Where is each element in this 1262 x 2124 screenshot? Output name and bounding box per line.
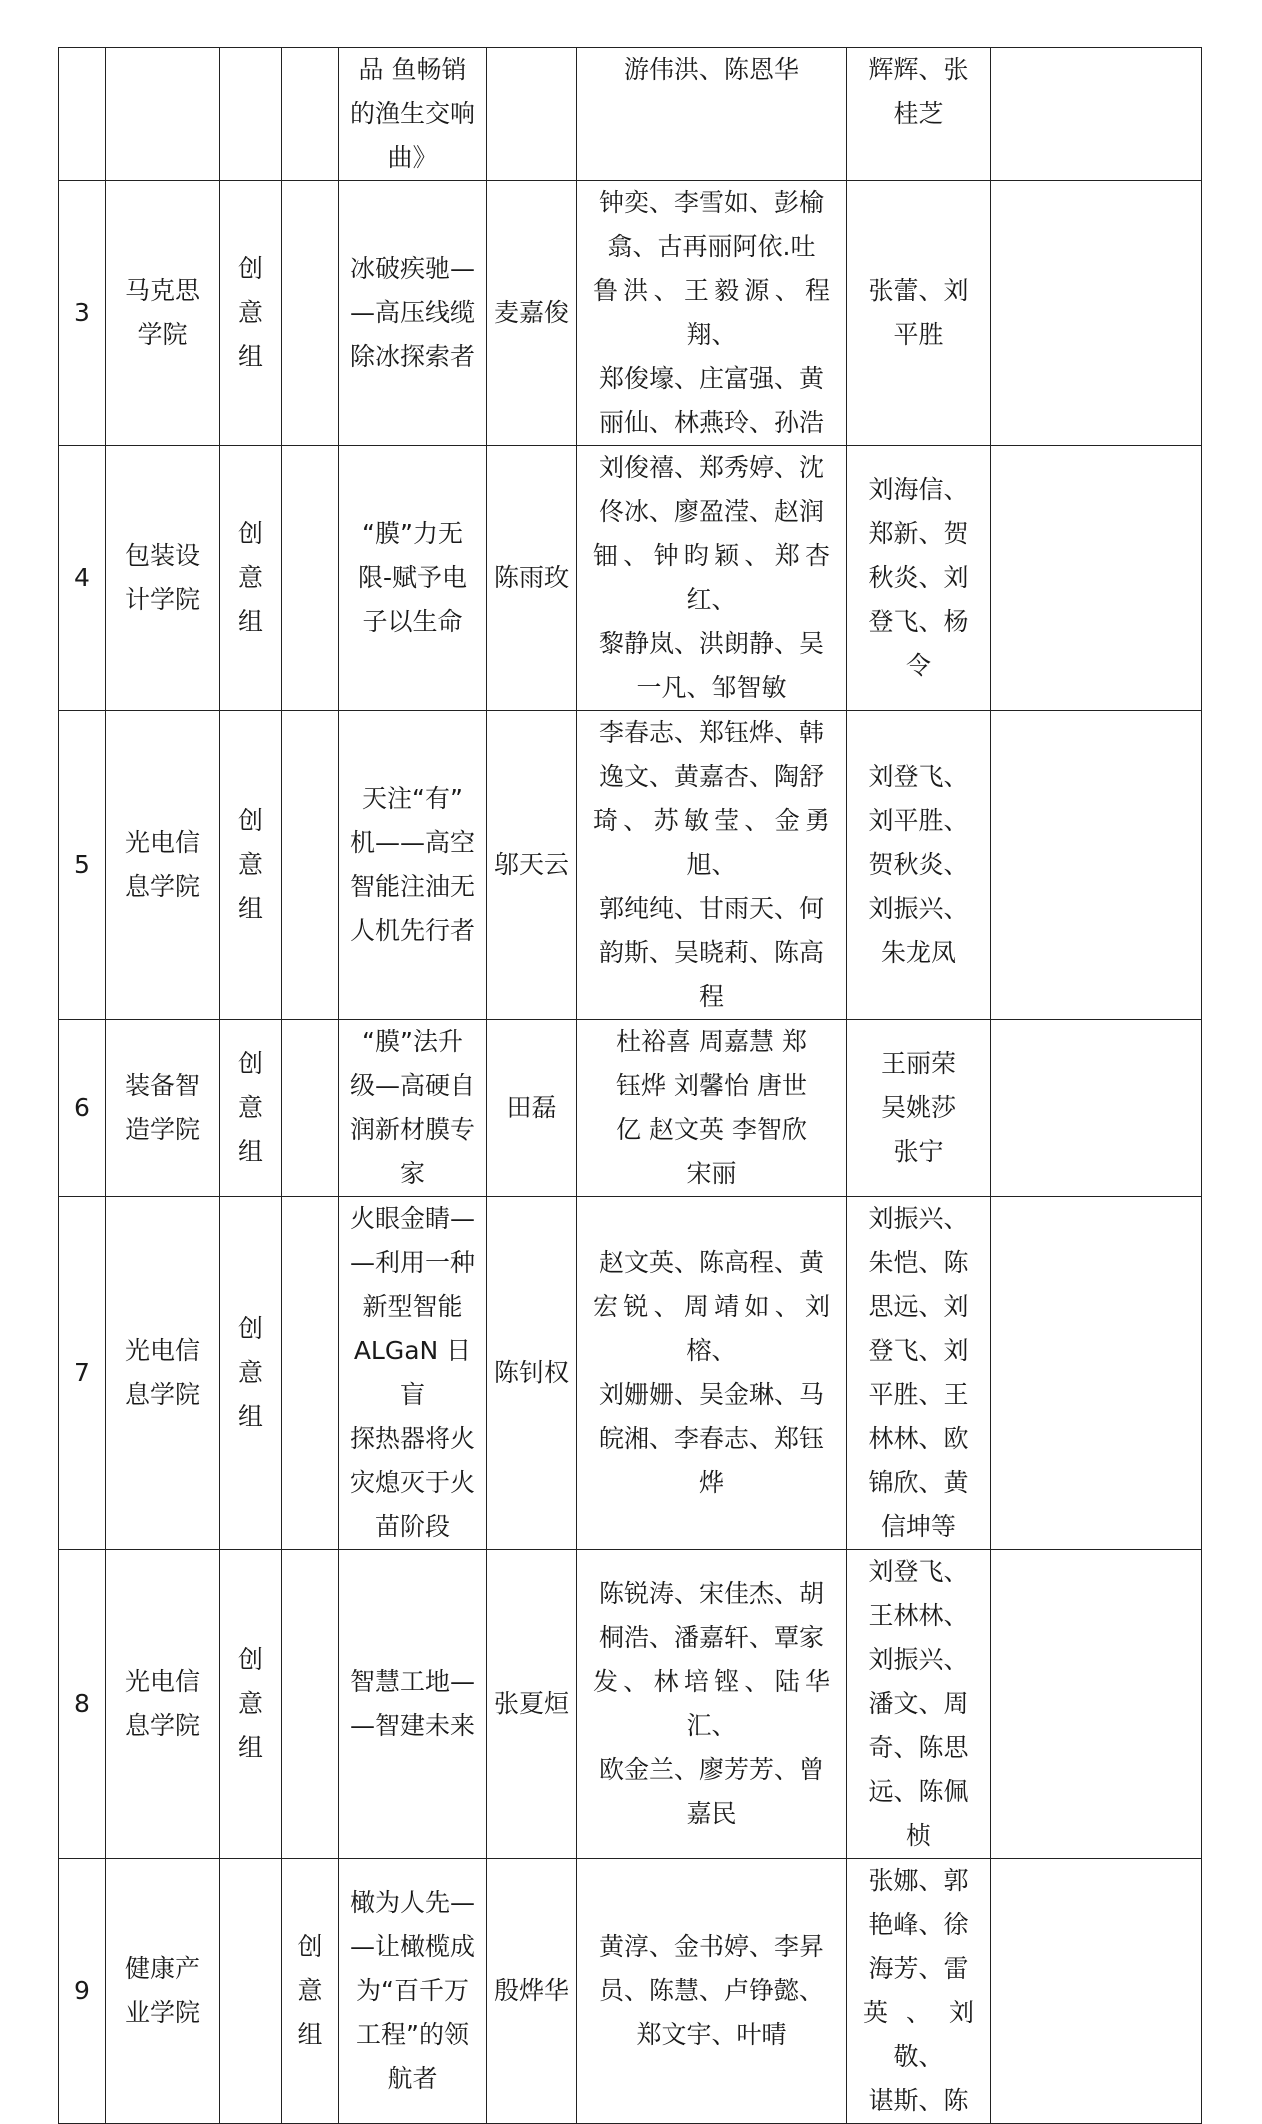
cell-line: 家	[399, 1159, 425, 1188]
cell-no: 3	[59, 181, 106, 446]
cell-no	[59, 48, 106, 181]
cell-project	[339, 1859, 487, 2124]
cell-line: 火眼金睛—	[349, 1204, 475, 1233]
cell-group-b	[282, 48, 339, 181]
cell-line: 灾熄灭于火	[349, 1468, 475, 1497]
cell-line: 朱龙凤	[880, 938, 956, 967]
cell-line: 探热器将火	[349, 1424, 475, 1453]
cell-line: 游伟洪、陈恩华	[623, 55, 799, 84]
cell-line: 人机先行者	[349, 916, 475, 945]
cell-line: 林林、欧	[868, 1424, 969, 1453]
cell-members	[577, 1020, 847, 1197]
cell-line: 逸文、黄嘉杏、陶舒	[598, 762, 824, 791]
cell-line: 曲》	[387, 143, 438, 172]
cell-line: 英、刘敬、	[863, 1998, 974, 2071]
table-row	[59, 181, 1202, 446]
cell-line: 鲁洪、王毅源、程翔、	[593, 276, 830, 349]
cell-line: 刘振兴、	[868, 1204, 969, 1233]
cell-line: 丽仙、林燕玲、孙浩	[598, 408, 824, 437]
cell-empty	[991, 1550, 1202, 1859]
award-table	[58, 47, 1202, 2124]
cell-line: 宋丽	[686, 1159, 737, 1188]
cell-line: “膜”法升	[362, 1027, 463, 1056]
cell-line: 张蕾、刘	[868, 276, 969, 305]
cell-line: 造学院	[124, 1115, 200, 1144]
cell-advisors	[847, 1550, 991, 1859]
cell-no: 4	[59, 446, 106, 711]
cell-college	[106, 711, 220, 1020]
cell-group-b	[282, 711, 339, 1020]
cell-line: 组	[237, 1733, 263, 1762]
cell-line: 组	[237, 1137, 263, 1166]
cell-line: 组	[297, 2020, 323, 2049]
cell-line: 刘海信、	[868, 475, 969, 504]
cell-line: 烨	[698, 1468, 724, 1497]
table-row	[59, 1020, 1202, 1197]
cell-advisors	[847, 1859, 991, 2124]
cell-college	[106, 1020, 220, 1197]
cell-line: 吴姚莎	[880, 1093, 956, 1122]
cell-line: 创	[237, 254, 263, 283]
cell-line: 黄淳、金书婷、李昇	[598, 1932, 824, 1961]
cell-line: 意	[297, 1976, 323, 2005]
cell-group-a	[220, 181, 282, 446]
cell-line: 智能注油无	[349, 872, 475, 901]
cell-group-a	[220, 1859, 282, 2124]
cell-line: 黎静岚、洪朗静、吴	[598, 629, 824, 658]
cell-line: 意	[237, 1093, 263, 1122]
cell-group-a	[220, 711, 282, 1020]
cell-line: 创	[237, 519, 263, 548]
cell-line: 钰烨 刘馨怡 唐世	[616, 1071, 807, 1100]
cell-line: 思远、刘	[868, 1292, 969, 1321]
cell-line: 苗阶段	[374, 1512, 450, 1541]
cell-line: —让橄榄成	[349, 1932, 475, 1961]
cell-line: 桐浩、潘嘉轩、覃家	[598, 1623, 824, 1652]
cell-line: 钟奕、李雪如、彭榆	[598, 188, 824, 217]
cell-line: 登飞、杨	[868, 607, 969, 636]
cell-line: 工程”的领	[356, 2020, 469, 2049]
table-row	[59, 48, 1202, 181]
cell-line: 业学院	[124, 1998, 200, 2027]
table-row	[59, 1859, 1202, 2124]
cell-line: 息学院	[124, 1380, 200, 1409]
cell-line: 宏锐、周靖如、刘榕、	[593, 1292, 830, 1365]
cell-members	[577, 711, 847, 1020]
cell-line: 健康产	[124, 1954, 200, 1983]
cell-line: 平胜、王	[868, 1380, 969, 1409]
cell-college	[106, 446, 220, 711]
cell-line: 为“百千万	[356, 1976, 469, 2005]
cell-project	[339, 1550, 487, 1859]
cell-project	[339, 48, 487, 181]
cell-line: 光电信	[124, 1336, 200, 1365]
cell-line: 装备智	[124, 1071, 200, 1100]
cell-line: 意	[237, 298, 263, 327]
cell-line: 登飞、刘	[868, 1336, 969, 1365]
cell-line: 令	[905, 651, 931, 680]
cell-line: ALGaN 日盲	[353, 1336, 472, 1409]
cell-line: 刘平胜、	[868, 806, 969, 835]
cell-line: 皖湘、李春志、郑钰	[598, 1424, 824, 1453]
cell-line: 谌斯、陈	[868, 2086, 969, 2115]
cell-advisors	[847, 711, 991, 1020]
cell-line: 刘振兴、	[868, 894, 969, 923]
cell-line: 艳峰、徐	[868, 1910, 969, 1939]
cell-line: 桂芝	[893, 99, 944, 128]
cell-line: 意	[237, 850, 263, 879]
cell-line: 张娜、郭	[868, 1866, 969, 1895]
cell-line: 郭纯纯、甘雨天、何	[598, 894, 824, 923]
cell-group-a	[220, 1550, 282, 1859]
cell-college	[106, 48, 220, 181]
cell-line: 意	[237, 1358, 263, 1387]
table-row	[59, 1550, 1202, 1859]
cell-project	[339, 1197, 487, 1550]
cell-line: 光电信	[124, 828, 200, 857]
cell-line: 亿 赵文英 李智欣	[616, 1115, 807, 1144]
cell-line: 组	[237, 342, 263, 371]
cell-line: 创	[237, 1049, 263, 1078]
cell-college	[106, 1859, 220, 2124]
table-row	[59, 1197, 1202, 1550]
cell-line: 计学院	[124, 585, 200, 614]
cell-project	[339, 446, 487, 711]
cell-line: 创	[237, 1314, 263, 1343]
cell-empty	[991, 48, 1202, 181]
cell-line: 桢	[905, 1821, 931, 1850]
table-row	[59, 711, 1202, 1020]
cell-line: 李春志、郑钰烨、韩	[598, 718, 824, 747]
cell-line: 辉辉、张	[868, 55, 969, 84]
cell-members	[577, 1197, 847, 1550]
cell-line: 创	[237, 1645, 263, 1674]
cell-group-a	[220, 48, 282, 181]
cell-members	[577, 48, 847, 181]
cell-leader: 张夏烜	[487, 1550, 577, 1859]
cell-group-a	[220, 1020, 282, 1197]
cell-line: 限-赋予电	[357, 563, 468, 592]
cell-empty	[991, 1020, 1202, 1197]
cell-group-b	[282, 1859, 339, 2124]
cell-line: 佟冰、廖盈滢、赵润	[598, 497, 824, 526]
cell-line: 刘登飞、	[868, 762, 969, 791]
cell-line: 组	[237, 1402, 263, 1431]
cell-group-b	[282, 446, 339, 711]
cell-empty	[991, 181, 1202, 446]
cell-line: 翕、古再丽阿依.吐	[607, 232, 816, 261]
cell-line: 组	[237, 894, 263, 923]
cell-line: 琦、苏敏莹、金勇旭、	[593, 806, 830, 879]
cell-line: 学院	[137, 320, 188, 349]
cell-line: 王林林、	[868, 1601, 969, 1630]
cell-leader: 陈雨玫	[487, 446, 577, 711]
table-row	[59, 446, 1202, 711]
cell-line: 嘉民	[686, 1799, 737, 1828]
cell-line: 锦欣、黄	[868, 1468, 969, 1497]
cell-line: 朱恺、陈	[868, 1248, 969, 1277]
cell-group-b	[282, 1020, 339, 1197]
cell-line: 员、陈慧、卢铮懿、	[598, 1976, 824, 2005]
cell-line: 郑俊壕、庄富强、黄	[598, 364, 824, 393]
cell-line: 潘文、周	[868, 1689, 969, 1718]
cell-no: 5	[59, 711, 106, 1020]
cell-line: —智建未来	[349, 1711, 475, 1740]
cell-line: 平胜	[893, 320, 944, 349]
cell-line: 冰破疾驰—	[349, 254, 475, 283]
cell-line: 橄为人先—	[349, 1888, 475, 1917]
cell-line: 创	[297, 1932, 323, 1961]
cell-leader: 麦嘉俊	[487, 181, 577, 446]
cell-line: 程	[698, 982, 724, 1011]
cell-project	[339, 1020, 487, 1197]
cell-line: 级—高硬自	[349, 1071, 475, 1100]
cell-line: —利用一种	[349, 1248, 475, 1277]
cell-empty	[991, 1859, 1202, 2124]
cell-line: 机——高空	[349, 828, 475, 857]
cell-line: 子以生命	[362, 607, 463, 636]
cell-line: 包装设	[124, 541, 200, 570]
cell-line: 海芳、雷	[868, 1954, 969, 1983]
cell-line: 信坤等	[880, 1512, 956, 1541]
cell-line: 奇、陈思	[868, 1733, 969, 1762]
cell-line: 刘振兴、	[868, 1645, 969, 1674]
cell-line: 一凡、邹智敏	[636, 673, 787, 702]
cell-leader: 陈钊权	[487, 1197, 577, 1550]
cell-line: 除冰探索者	[349, 342, 475, 371]
cell-project	[339, 181, 487, 446]
cell-line: 韵斯、吴晓莉、陈高	[598, 938, 824, 967]
cell-line: 创	[237, 806, 263, 835]
cell-line: 远、陈佩	[868, 1777, 969, 1806]
table-body	[59, 48, 1202, 2124]
cell-line: 品 鱼畅销	[358, 55, 467, 84]
cell-line: —高压线缆	[349, 298, 475, 327]
cell-line: 杜裕喜 周嘉慧 郑	[616, 1027, 807, 1056]
cell-advisors	[847, 48, 991, 181]
cell-line: 组	[237, 607, 263, 636]
cell-no: 6	[59, 1020, 106, 1197]
cell-empty	[991, 711, 1202, 1020]
cell-line: 航者	[387, 2064, 438, 2093]
cell-no: 8	[59, 1550, 106, 1859]
cell-line: 秋炎、刘	[868, 563, 969, 592]
cell-line: 的渔生交响	[349, 99, 475, 128]
cell-leader: 邬天云	[487, 711, 577, 1020]
cell-line: 智慧工地—	[349, 1667, 475, 1696]
cell-line: 张宁	[893, 1137, 944, 1166]
cell-line: 润新材膜专	[349, 1115, 475, 1144]
cell-advisors	[847, 181, 991, 446]
cell-line: 赵文英、陈高程、黄	[598, 1248, 824, 1277]
cell-line: 光电信	[124, 1667, 200, 1696]
cell-empty	[991, 1197, 1202, 1550]
cell-line: 发、林培铿、陆华汇、	[593, 1667, 830, 1740]
cell-leader	[487, 48, 577, 181]
cell-line: 贺秋炎、	[868, 850, 969, 879]
cell-group-b	[282, 1197, 339, 1550]
cell-line: “膜”力无	[362, 519, 463, 548]
cell-college	[106, 181, 220, 446]
cell-members	[577, 1550, 847, 1859]
cell-line: 钿、钟昀颖、郑杏红、	[593, 541, 830, 614]
cell-advisors	[847, 1020, 991, 1197]
cell-project	[339, 711, 487, 1020]
cell-line: 王丽荣	[880, 1049, 956, 1078]
cell-leader: 田磊	[487, 1020, 577, 1197]
cell-group-b	[282, 1550, 339, 1859]
cell-line: 郑文宇、叶晴	[636, 2020, 787, 2049]
cell-advisors	[847, 446, 991, 711]
cell-advisors	[847, 1197, 991, 1550]
cell-group-a	[220, 1197, 282, 1550]
cell-college	[106, 1550, 220, 1859]
cell-line: 刘姗姗、吴金琳、马	[598, 1380, 824, 1409]
cell-group-a	[220, 446, 282, 711]
cell-members	[577, 446, 847, 711]
cell-line: 郑新、贺	[868, 519, 969, 548]
cell-line: 新型智能	[362, 1292, 463, 1321]
cell-line: 天注“有”	[362, 784, 463, 813]
cell-line: 息学院	[124, 1711, 200, 1740]
cell-line: 陈锐涛、宋佳杰、胡	[598, 1579, 824, 1608]
cell-no: 9	[59, 1859, 106, 2124]
cell-group-b	[282, 181, 339, 446]
cell-line: 马克思	[124, 276, 200, 305]
cell-members	[577, 181, 847, 446]
cell-line: 欧金兰、廖芳芳、曾	[598, 1755, 824, 1784]
cell-line: 息学院	[124, 872, 200, 901]
cell-members	[577, 1859, 847, 2124]
cell-no: 7	[59, 1197, 106, 1550]
cell-line: 意	[237, 563, 263, 592]
cell-college	[106, 1197, 220, 1550]
cell-empty	[991, 446, 1202, 711]
cell-line: 意	[237, 1689, 263, 1718]
cell-leader: 殷烨华	[487, 1859, 577, 2124]
cell-line: 刘俊禧、郑秀婷、沈	[598, 453, 824, 482]
cell-line: 刘登飞、	[868, 1557, 969, 1586]
